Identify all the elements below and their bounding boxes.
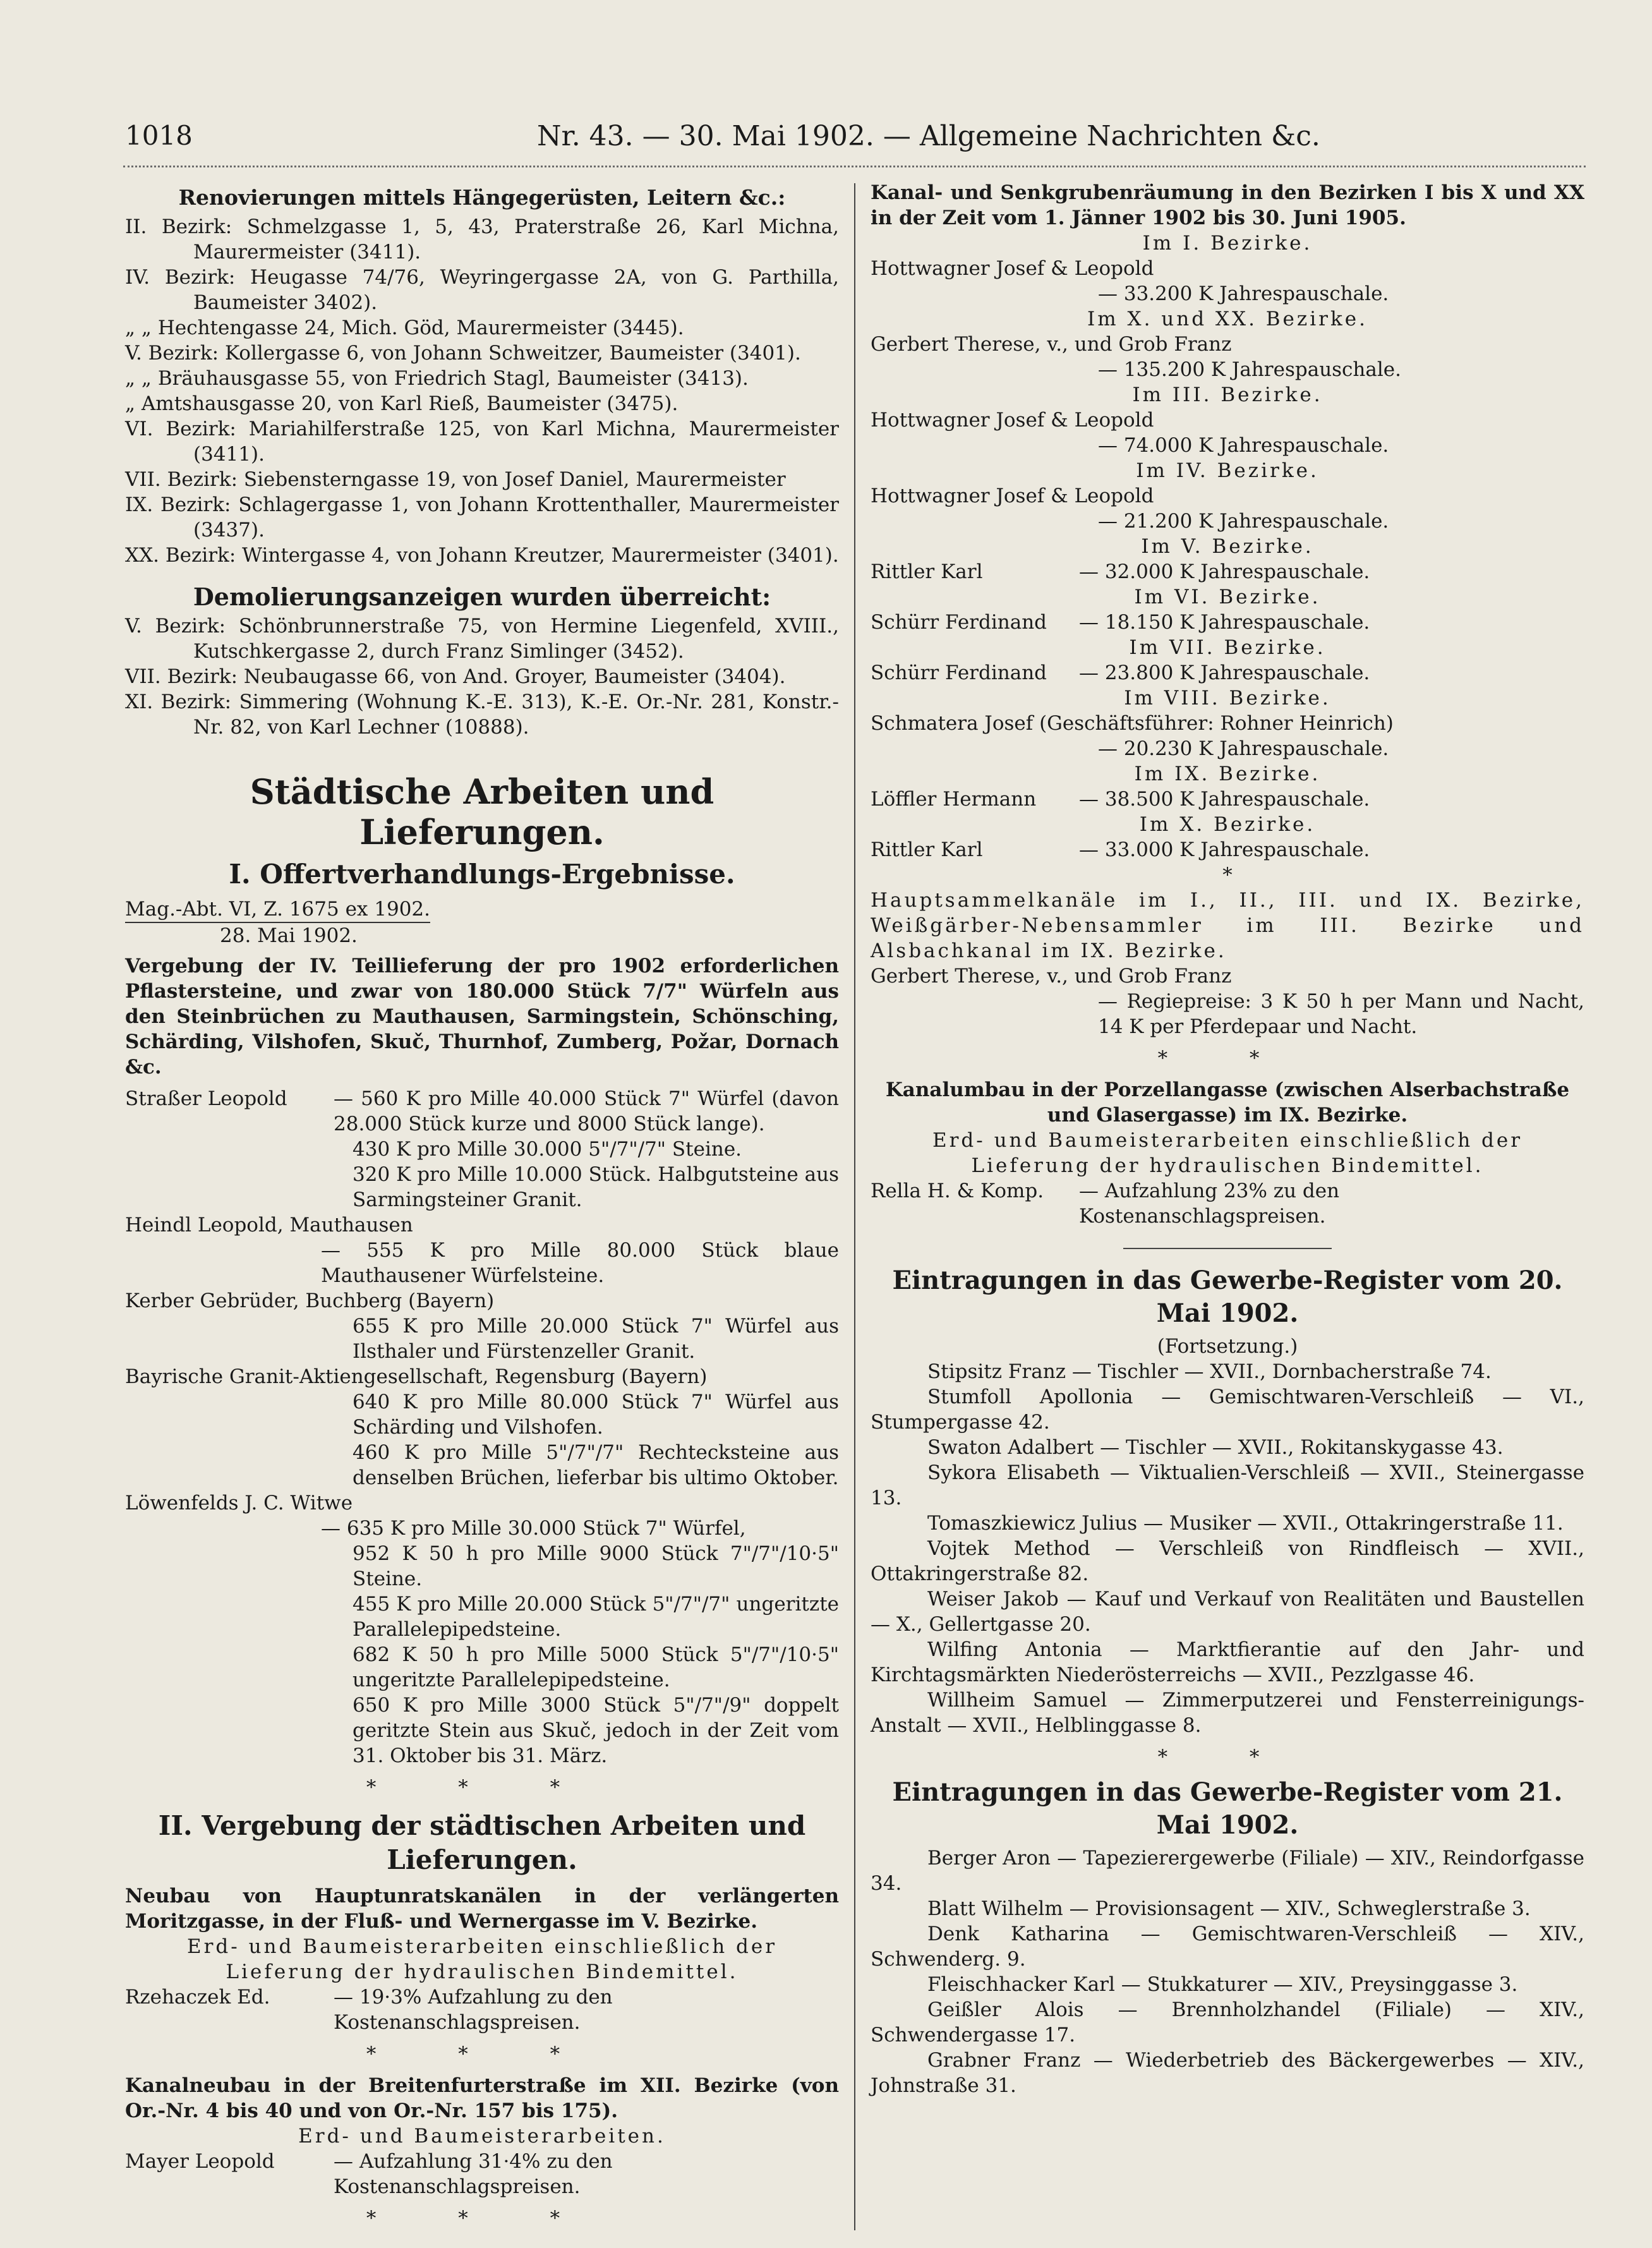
bid-block bbox=[125, 1288, 839, 1364]
project-heading: Neubau von Hauptunratskanälen in der verlängerten Moritzgasse, in der Fluß- und Wernergasse im V. Bezirke. bbox=[125, 1885, 839, 1933]
bid-block bbox=[125, 1212, 839, 1288]
demolition-heading: Demolierungsanzeigen wurden überreicht: bbox=[193, 583, 771, 611]
bid-block bbox=[125, 1364, 839, 1490]
register-entry: Weiser Jakob — Kauf und Verkauf von Realitäten und Baustellen — X., Gellertgasse 20. bbox=[871, 1588, 1584, 1636]
bidder-name: Rella H. & Komp. bbox=[871, 1180, 1044, 1202]
stars-divider: * * * bbox=[366, 2043, 598, 2065]
bidder-name: Löwenfelds J. C. Witwe bbox=[125, 1492, 353, 1514]
contractor-name: Schürr Ferdinand bbox=[871, 662, 1047, 684]
district-heading: Im X. Bezirke. bbox=[1139, 813, 1316, 836]
contractor-name: Gerbert Therese, v., und Grob Franz bbox=[871, 333, 1232, 356]
left-column bbox=[125, 180, 839, 2237]
renovation-entry: „ „ Bräuhausgasse 55, von Friedrich Stagl, Baumeister (3413). bbox=[125, 367, 749, 390]
contract-price: — 21.200 K Jahrespauschale. bbox=[1098, 510, 1389, 533]
renovation-entry: „ „ Hechtengasse 24, Mich. Göd, Maurermeister (3445). bbox=[125, 317, 684, 339]
kanal-heading: Kanal- und Senkgrubenräumung in den Bezirken I bis X und XX in der Zeit vom 1. Jänner 1902 bis 30. Juni 1905. bbox=[871, 181, 1584, 229]
contract-price: — 20.230 K Jahrespauschale. bbox=[1098, 737, 1389, 760]
section-title: Städtische Arbeiten und Lieferungen. bbox=[250, 771, 714, 852]
register-entry: Blatt Wilhelm — Provisionsagent — XIV., Schweglerstraße 3. bbox=[927, 1897, 1531, 1920]
project-heading: Kanalneubau in der Breitenfurterstraße im XII. Bezirke (von Or.-Nr. 4 bis 40 und von Or.-Nr. 157 bis 175). bbox=[125, 2074, 839, 2122]
bid-line: 460 K pro Mille 5"/7"/7" Rechtecksteine aus denselben Brüchen, lieferbar bis ultimo Oktober. bbox=[353, 1441, 839, 1489]
contractor-name: Hottwagner Josef & Leopold bbox=[871, 257, 1154, 280]
contract-price: — 32.000 K Jahrespauschale. bbox=[1079, 560, 1370, 583]
bid-line: 952 K 50 h pro Mille 9000 Stück 7"/7"/10·5" Steine. bbox=[353, 1542, 839, 1590]
page-number: 1018 bbox=[125, 120, 193, 151]
work-scope: Erd- und Baumeisterarbeiten einschließlich der Lieferung der hydraulischen Bindemittel. bbox=[186, 1935, 778, 1983]
district-heading: Im VI. Bezirke. bbox=[1134, 586, 1321, 608]
project-heading: Hauptsammelkanäle im I., II., III. und IX. Bezirke, Weißgärber-Nebensammler im III. Bezirke und Alsbachkanal im IX. Bezirke. bbox=[871, 889, 1584, 962]
subsection-title: II. Vergebung der städtischen Arbeiten und Lieferungen. bbox=[158, 1810, 806, 1875]
register-entry: Stipsitz Franz — Tischler — XVII., Dornbacherstraße 74. bbox=[927, 1360, 1492, 1383]
continuation-note: (Fortsetzung.) bbox=[1157, 1335, 1298, 1358]
contract-price: — 135.200 K Jahrespauschale. bbox=[1098, 358, 1401, 381]
bid-line: 682 K 50 h pro Mille 5000 Stück 5"/7"/10·5" ungeritzte Parallelepipedsteine. bbox=[353, 1643, 839, 1691]
renovation-entry: IV. Bezirk: Heugasse 74/76, Weyringergasse 2A, von G. Parthilla, Baumeister 3402). bbox=[125, 266, 839, 314]
contractor-name: Hottwagner Josef & Leopold bbox=[871, 485, 1154, 507]
bid-line: 650 K pro Mille 3000 Stück 5"/7"/9" doppelt geritzte Stein aus Skuč, jedoch in der Zeit vom 31. Oktober bis 31. März. bbox=[353, 1694, 839, 1767]
bid-line: 430 K pro Mille 30.000 5"/7"/7" Steine. bbox=[353, 1138, 742, 1161]
register-entry: Geißler Alois — Brennholzhandel (Filiale) — XIV., Schwendergasse 17. bbox=[871, 1998, 1584, 2046]
register-entry: Fleischhacker Karl — Stukkaturer — XIV., Preysinggasse 3. bbox=[927, 1973, 1518, 1996]
bidder-name: Bayrische Granit-Aktiengesellschaft, Regensburg (Bayern) bbox=[125, 1365, 708, 1388]
district-heading: Im I. Bezirke. bbox=[1142, 232, 1313, 255]
demolition-entry: VII. Bezirk: Neubaugasse 66, von And. Groyer, Baumeister (3404). bbox=[125, 665, 786, 688]
bid-line: — Aufzahlung 31·4% zu den Kostenanschlagspreisen. bbox=[334, 2150, 613, 2198]
bid-line: — Regiepreise: 3 K 50 h per Mann und Nacht, 14 K per Pferdepaar und Nacht. bbox=[1098, 990, 1584, 1038]
register-entry: Vojtek Method — Verschleiß von Rindfleisch — XVII., Ottakringerstraße 82. bbox=[871, 1537, 1584, 1585]
renovation-entry: II. Bezirk: Schmelzgasse 1, 5, 43, Praterstraße 26, Karl Michna, Maurermeister (3411). bbox=[125, 215, 839, 263]
district-list bbox=[871, 231, 1584, 862]
bid-block bbox=[125, 1490, 839, 1768]
register-list bbox=[871, 1846, 1584, 2098]
project-heading: Kanalumbau in der Porzellangasse (zwischen Alserbachstraße und Glasergasse) im IX. Bezirke. bbox=[885, 1079, 1570, 1127]
bidder-name: Heindl Leopold, Mauthausen bbox=[125, 1214, 413, 1236]
contract-price: — 74.000 K Jahrespauschale. bbox=[1098, 434, 1389, 457]
magistrate-date: 28. Mai 1902. bbox=[220, 924, 358, 947]
register-entry: Berger Aron — Tapezierergewerbe (Filiale) — XIV., Reindorfgasse 34. bbox=[871, 1847, 1584, 1895]
bidder-name: Kerber Gebrüder, Buchberg (Bayern) bbox=[125, 1290, 495, 1312]
register-entry: Wilfing Antonia — Marktfierantie auf den Jahr- und Kirchtagsmärkten Niederösterreichs — XVII., Pezzlgasse 46. bbox=[871, 1638, 1584, 1686]
register-entry: Willheim Samuel — Zimmerputzerei und Fensterreinigungs-Anstalt — XVII., Helblinggasse 8. bbox=[871, 1689, 1584, 1737]
district-heading: Im IV. Bezirke. bbox=[1136, 459, 1319, 482]
district-heading: Im VIII. Bezirke. bbox=[1124, 687, 1331, 710]
register-entry: Tomaszkiewicz Julius — Musiker — XVII., Ottakringerstraße 11. bbox=[927, 1512, 1564, 1535]
work-scope: Erd- und Baumeisterarbeiten einschließlich der Lieferung der hydraulischen Bindemittel. bbox=[932, 1129, 1523, 1177]
column-rule bbox=[854, 183, 855, 2230]
contract-row bbox=[871, 787, 1584, 812]
renovation-entry: VII. Bezirk: Siebensterngasse 19, von Josef Daniel, Maurermeister bbox=[125, 468, 786, 491]
demolition-entry: V. Bezirk: Schönbrunnerstraße 75, von Hermine Liegenfeld, XVIII., Kutschkergasse 2, durch Franz Simlinger (3452). bbox=[125, 615, 839, 663]
contract-price: — 33.000 K Jahrespauschale. bbox=[1079, 838, 1370, 861]
contractor-name: Rittler Karl bbox=[871, 560, 983, 583]
contract-price: — 33.200 K Jahrespauschale. bbox=[1098, 282, 1389, 305]
register-entry: Stumfoll Apollonia — Gemischtwaren-Verschleiß — VI., Stumpergasse 42. bbox=[871, 1386, 1584, 1434]
bid-line: 455 K pro Mille 20.000 Stück 5"/7"/7" ungeritzte Parallelepipedsteine. bbox=[353, 1593, 839, 1641]
work-scope: Erd- und Baumeisterarbeiten. bbox=[298, 2125, 666, 2148]
stars-divider: * * * bbox=[366, 1776, 598, 1799]
contract-row bbox=[871, 837, 1584, 862]
contractor-name: Löffler Hermann bbox=[871, 788, 1037, 811]
vergebung-heading: Vergebung der IV. Teillieferung der pro 1902 erforderlichen Pflastersteine, und zwar von 180.000 Stück 7/7" Würfeln aus den Steinbrüchen zu Mauthausen, Sarmingstein, Schönsching, Schärding, Vilshofen, Skuč, Thurnhof, Zumberg, Požar, Dornach &c. bbox=[125, 955, 839, 1079]
stars-divider: * * bbox=[1157, 1746, 1298, 1768]
register-heading: Eintragungen in das Gewerbe-Register vom 20. Mai 1902. bbox=[892, 1266, 1563, 1328]
register-entry: Sykora Elisabeth — Viktualien-Verschleiß — XVII., Steinergasse 13. bbox=[871, 1461, 1584, 1509]
bid-line: — Aufzahlung 23% zu den Kostenanschlagspreisen. bbox=[1079, 1180, 1340, 1228]
contractor-name: Schmatera Josef (Geschäftsführer: Rohner Heinrich) bbox=[871, 712, 1394, 735]
magistrate-reference: Mag.-Abt. VI, Z. 1675 ex 1902. bbox=[125, 897, 430, 923]
district-heading: Im IX. Bezirke. bbox=[1134, 763, 1321, 785]
bidder-name: Mayer Leopold bbox=[125, 2150, 275, 2173]
renovation-entry: V. Bezirk: Kollergasse 6, von Johann Schweitzer, Baumeister (3401). bbox=[125, 342, 801, 365]
renovation-entry: IX. Bezirk: Schlagergasse 1, von Johann Krottenthaller, Maurermeister (3437). bbox=[125, 493, 839, 541]
subsection-title: I. Offertverhandlungs-Ergebnisse. bbox=[229, 859, 735, 890]
stars-divider: * * * bbox=[366, 2207, 598, 2230]
contract-price: — 23.800 K Jahrespauschale. bbox=[1079, 662, 1370, 684]
contract-price: — 38.500 K Jahrespauschale. bbox=[1079, 788, 1370, 811]
bid-line: 320 K pro Mille 10.000 Stück. Halbgutsteine aus Sarmingsteiner Granit. bbox=[353, 1163, 839, 1211]
register-list bbox=[871, 1359, 1584, 1738]
right-column bbox=[871, 180, 1584, 2098]
district-heading: Im III. Bezirke. bbox=[1132, 384, 1323, 406]
contract-row bbox=[871, 610, 1584, 635]
contractor-name: Schürr Ferdinand bbox=[871, 611, 1047, 634]
contractor-name: Rittler Karl bbox=[871, 838, 983, 861]
bid-block bbox=[125, 1086, 839, 1212]
star-divider: * bbox=[1222, 864, 1233, 886]
renovation-entry: „ Amtshausgasse 20, von Karl Rieß, Baumeister (3475). bbox=[125, 392, 678, 415]
register-entry: Grabner Franz — Wiederbetrieb des Bäckergewerbes — XIV., Johnstraße 31. bbox=[871, 2049, 1584, 2097]
contract-row bbox=[871, 559, 1584, 584]
contractor-name: Hottwagner Josef & Leopold bbox=[871, 409, 1154, 432]
district-heading: Im X. und XX. Bezirke. bbox=[1087, 308, 1368, 330]
register-heading: Eintragungen in das Gewerbe-Register vom 21. Mai 1902. bbox=[892, 1777, 1563, 1840]
district-heading: Im V. Bezirke. bbox=[1141, 535, 1314, 558]
contract-price: — 18.150 K Jahrespauschale. bbox=[1079, 611, 1370, 634]
bidder-name: Rzehaczek Ed. bbox=[125, 1986, 270, 2009]
renovation-heading: Renovierungen mittels Hängegerüsten, Leitern &c.: bbox=[178, 185, 786, 210]
section-rule bbox=[1123, 1248, 1332, 1249]
stars-divider: * * bbox=[1157, 1047, 1298, 1070]
bid-line: — 560 K pro Mille 40.000 Stück 7" Würfel (davon 28.000 Stück kurze und 8000 Stück lange). bbox=[334, 1087, 839, 1135]
district-heading: Im VII. Bezirke. bbox=[1129, 636, 1326, 659]
bid-line: 640 K pro Mille 80.000 Stück 7" Würfel aus Schärding und Vilshofen. bbox=[353, 1391, 839, 1439]
bid-line: — 635 K pro Mille 30.000 Stück 7" Würfel, bbox=[321, 1517, 746, 1540]
header-rule bbox=[123, 166, 1586, 167]
bidder-name: Straßer Leopold bbox=[125, 1087, 287, 1110]
bid-line: — 555 K pro Mille 80.000 Stück blaue Mauthausener Würfelsteine. bbox=[321, 1239, 839, 1287]
bid-line: — 19·3% Aufzahlung zu den Kostenanschlagspreisen. bbox=[334, 1986, 613, 2034]
contract-row bbox=[871, 660, 1584, 686]
demolition-entry: XI. Bezirk: Simmering (Wohnung K.-E. 313), K.-E. Or.-Nr. 281, Konstr.-Nr. 82, von Karl Lechner (10888). bbox=[125, 691, 839, 739]
renovation-entry: XX. Bezirk: Wintergasse 4, von Johann Kreutzer, Maurermeister (3401). bbox=[125, 544, 839, 567]
bid-line: 655 K pro Mille 20.000 Stück 7" Würfel aus Ilsthaler und Fürstenzeller Granit. bbox=[353, 1315, 839, 1363]
bidder-name: Gerbert Therese, v., und Grob Franz bbox=[871, 965, 1232, 988]
register-entry: Denk Katharina — Gemischtwaren-Verschleiß — XIV., Schwenderg. 9. bbox=[871, 1923, 1584, 1971]
running-title: Nr. 43. — 30. Mai 1902. — Allgemeine Nachrichten &c. bbox=[537, 120, 1320, 152]
register-entry: Swaton Adalbert — Tischler — XVII., Rokitanskygasse 43. bbox=[927, 1436, 1504, 1459]
renovation-entry: VI. Bezirk: Mariahilferstraße 125, von Karl Michna, Maurermeister (3411). bbox=[125, 418, 839, 466]
